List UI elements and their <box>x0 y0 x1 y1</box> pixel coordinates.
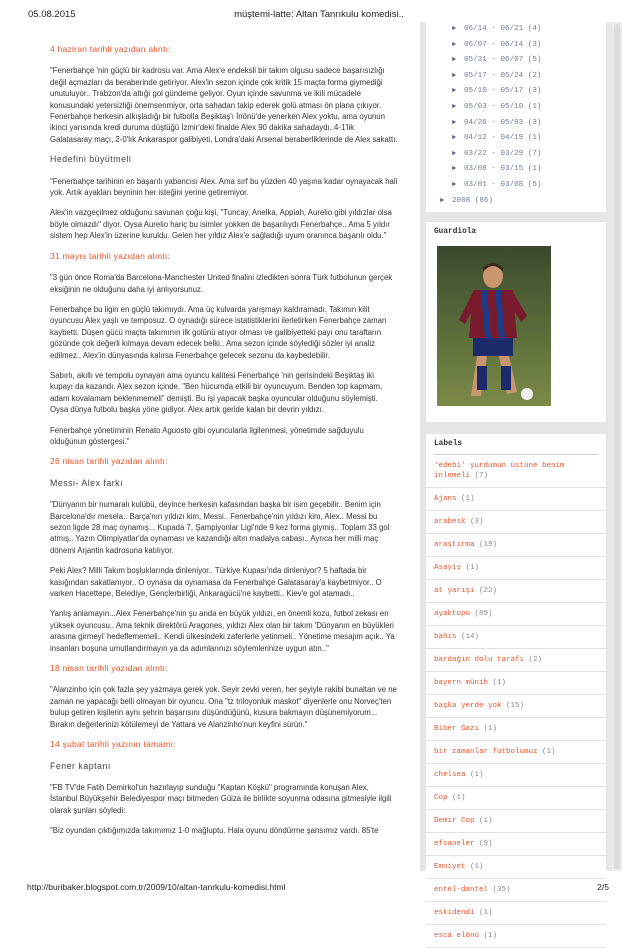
print-header <box>0 0 638 22</box>
paragraph: Yanlış anlamayın...Alex Fenerbahçe'nin şu anda en büyük yıldızı, en önemli kozu, futbol zekası en yüksek oyuncusu.. Ama teknik direktörü Aragones, yıldızı Alex olan bir takım 'Dünyanın en büyükleri arasına girmeyi' hedeflememeli.. Kendi ülkesindeki zaferlerle yetinmeli.. Yönetime mesajım açık.. Ya insanları boşuna umutlandırmayın ya da adımlarınızı söylemlerinize uygun atın.." <box>50 609 395 653</box>
label-link[interactable]: 'edebi' yurdumun üstüne benim inlemeli (7) <box>426 455 606 488</box>
triangle-right-icon: ► <box>452 25 457 33</box>
print-date: 05.08.2015 <box>28 9 76 20</box>
paragraph: "Fenerbahçe tarihinin en başarılı yabancısı Alex. Ama sırf bu yüzden 40 yaşına kadar oynayacak hali yok. Artık ayakları beyninin her isteğini yerine getiremiyor. <box>50 176 398 198</box>
paragraph: Alex'in vazgeçilmez olduğunu savunan çoğu kişi, "Tuncay, Anelka, Appiah, Aurelio gibi yıldızlar olsa böyle olmazdı" diyor. Oysa Aurelio hariç bu isimler yokken de başarılıydı Fenerbahçe.. Ama 5 yıldır sistem hep Alex'in üzerine kuruldu. Gelen her yıldız Alex'e sağladığı uyum oranınca başarılı oldu." <box>50 208 392 241</box>
paragraph: "3 gün önce Roma'da Barcelona-Manchester United finalini izledikten sonra Türk futbolunun gerçek eksiğinin ne olduğunu daha iyi anlıyorsunuz. <box>50 273 393 294</box>
archive-item[interactable]: ► 05/03 - 05/10 (1) <box>426 100 606 116</box>
label-link[interactable]: bir zamanlar futbolumuz (1) <box>426 741 606 764</box>
page-number: 2/5 <box>597 882 609 892</box>
print-title: müştemi-latte: Altan Tanrıkulu komedisi.. <box>234 9 404 20</box>
print-footer <box>0 882 638 896</box>
triangle-right-icon: ► <box>452 165 457 174</box>
triangle-right-icon: ► <box>452 40 457 49</box>
label-link[interactable]: bardağın dolu tarafı (2) <box>426 649 606 672</box>
label-link[interactable]: arabesk (3) <box>426 511 606 534</box>
section-heading: 31 mayıs tarihli yazıdan alıntı: <box>50 250 171 261</box>
post-body <box>36 33 412 871</box>
label-link[interactable]: chelsea (1) <box>426 764 606 787</box>
subheading: Messi- Alex farkı <box>50 477 124 488</box>
paragraph: Sabırlı, akıllı ve tempolu oynayan ama oyuncu kalitesi Fenerbahçe 'nin gerisindeki Beşiktaş iki kupayı da kazandı. Alex sezon içinde, "Ben hücumda etkili bir oyuncuyum. Benden top kapmam, adam kovalamam beklenmemeli" demişti. Bu işi yapacak başka oyuncular olduğunu söylemişti. Oysa dünya futbolu başka yöne gidiyor. Alex artık geride kalan bir devrin yıldızı. <box>50 370 383 415</box>
label-link[interactable]: Asayiş (1) <box>426 557 606 580</box>
archive-item[interactable]: ► 06/07 - 06/14 (3) <box>426 38 606 54</box>
label-link[interactable]: Ajans (1) <box>426 488 606 511</box>
label-link[interactable]: efsaneler (9) <box>426 833 606 856</box>
blog-archive <box>426 22 606 212</box>
triangle-right-icon: ► <box>452 102 457 111</box>
label-link[interactable]: esca elönü (1) <box>426 925 606 948</box>
archive-item[interactable]: ► 05/17 - 05/24 (2) <box>426 69 606 85</box>
archive-item[interactable]: ► 03/22 - 03/29 (7) <box>426 147 606 163</box>
label-link[interactable]: at yarışı (22) <box>426 580 606 603</box>
paragraph: "Biz oyundan çıktığımızda takımımız 1-0 mağluptu. Hala oyunu döndürme şansımız vardı. 85'te <box>50 826 379 836</box>
paragraph: "Fenerbahçe 'nin güçlü bir kadrosu var. Ama Alex'e endeksli bir takım olgusu sadece başarısızlığı değil açmazları da beraberinde getiriyor. Alex'in sezon içinde çok kritik 15 maçta forma giymediği unutuluyor.. Trabzon'da attığı gol gündeme geliyor. Oyun içinde savunma ve ikili mücadele konusundaki yetersizliği önemsenmiyor, orta sahadan takip ederek golü atması ön plana çıkıyor. Fenerbahçe herkesin alkışladığı bir futbolla Beşiktaş'ı İnönü'de yenerken Alex yoktu, ama oyunun ikinci yarısında kredi duruma düştüğü İzmir'deki finalde Alex 90 dakika sahadaydı..4-1'lik Galatasaray maçı, 2-0'lık Ankaraspor galibiyeti, Londra'daki Arsenal beraberliklerinde de Alex sakattı. <box>50 66 398 144</box>
section-heading: 4 haziran tarihli yazıdan alıntı: <box>50 44 171 54</box>
archive-item[interactable]: ► 04/26 - 05/03 (3) <box>426 116 606 132</box>
archive-item[interactable]: ► 03/01 - 03/08 (5) <box>426 178 606 194</box>
label-link[interactable]: Biber Gazı (1) <box>426 718 606 741</box>
paragraph: Fenerbahçe yönetiminin Renato Aguosto gibi oyuncularla ilgilenmesi, yönetimde sağduyulu olduğunun göstergesi." <box>50 425 364 446</box>
paragraph: Peki Alex? Milli Takım boşluklarında dinleniyor.. Türkiye Kupası'nda dinleniyor? 5 haftada bir kasığından sakatlanıyor.. O oynasa da oynamasa da Fenerbahçe Galatasaray'a kaybetmiyor.. O varken Hacettepe, Belediye, Gençlerbirliği, Ankaragücü'ne kaybetti.. Kiev'e gol atamadı.. <box>50 566 382 599</box>
archive-item[interactable]: ► 03/08 - 03/15 (1) <box>426 162 606 178</box>
label-link[interactable]: bayern münih (1) <box>426 672 606 695</box>
archive-item[interactable]: ► 05/31 - 06/07 (5) <box>426 53 606 69</box>
subheading: Fener kaptanı <box>50 760 111 771</box>
archive-item[interactable]: ► 05/10 - 05/17 (3) <box>426 84 606 100</box>
label-link[interactable]: eskidendi (1) <box>426 902 606 925</box>
paragraph: "Dünyanın bir numaralı kulübü, deyince herkesin kafasından başka bir isim geçebilir.. Benim için Barcelona'dır mesela.. Barça'nın yıldızı kim, Messi.. Fenerbahçe'nin yıldızı kim, Alex.. Messi bu sezon ligde 28 maç oynamış... Kupada 7, Şampiyonlar Ligi'nde 9 kez forma giymiş.. Toplam 33 gol atmış.. Yazın Olimpiyatlar'da oynaması ve kazandığı altın madalya cabası.. Ayrıca her milli maç dönemi Arjantin kadrosuna katılıyor. <box>50 500 390 555</box>
triangle-right-icon: ► <box>452 180 457 189</box>
label-link[interactable]: ayaktopu (89) <box>426 603 606 626</box>
triangle-right-icon: ► <box>440 196 445 205</box>
section-heading: 26 nisan tarihli yazıdan alıntı: <box>50 456 168 467</box>
subheading: Hedefini büyütmeli <box>50 154 132 165</box>
label-link[interactable]: bahis (14) <box>426 626 606 649</box>
scrollbar-thumb[interactable] <box>614 24 620 869</box>
label-link[interactable]: Emniyet (1) <box>426 856 606 879</box>
label-link[interactable]: araştırma (19) <box>426 534 606 557</box>
paragraph: Fenerbahçe bu ligin en güçlü takımıydı. Ama üç kulvarda yarışmayı kaldıramadı. Takımın kilit oyuncusu Alex yaşlı ve temposuz. O oynadığı sürece istatistiklerini ilerletirken Fenerbahçe zaman kaybetti. Düşen gücü maçta takımının ilk golünü atıyor olması ve galibiyetteki payı onu taraftarın gözünde çok değerli kılmaya devam edecek belki.. Ama sezon içinde söylediği sözler iyi analiz edilmez.. Alex'in dünyasında kalırsa Fenerbahçe gelecek sezonu da kaybedebilir. <box>50 304 387 360</box>
triangle-right-icon: ► <box>452 149 457 158</box>
archive-year[interactable]: ► 2008 (86) <box>426 194 606 210</box>
triangle-right-icon: ► <box>452 56 457 65</box>
archive-item[interactable]: ► 04/12 - 04/19 (1) <box>426 131 606 147</box>
section-heading: 14 şubat tarihli yazının tamamı: <box>50 739 176 750</box>
widget-title: Guardiola <box>434 228 477 236</box>
triangle-right-icon: ► <box>452 118 457 127</box>
label-link[interactable]: başka yerde yok (15) <box>426 695 606 718</box>
paragraph: "Alanzinho için çok fazla şey yazmaya gerek yok. Seyir zevki veren, her şeyiyle rakibi bunaltan ve ne zaman ne yapacağı belli olmayan bir oyuncu. Ona "tz triloyonluk maskot" diyenlerle onu Norveç'ten bulup getiren kişilerin aynı şehrin başarısını düşündüğünü, kusura bakmayın düşünemiyorum... Bırakın değerlerinizi kötülemeyi de Yattara ve Alanzinho'nun keyfini sürün." <box>50 685 397 729</box>
label-link[interactable]: entel-dantel (35) <box>426 879 606 902</box>
paragraph: "FB TV'de Fatih Demirkol'un hazırlayıp sunduğu "Kaptan Köşkü" programında konuşan Alex, İstanbul Büyükşehir Belediyespor maçı bitmeden Güiza ile birlikte soyunma odasına gitmesiyle ilgili olarak şunları söyledi: <box>50 782 392 815</box>
scrollbar[interactable] <box>612 22 622 871</box>
triangle-right-icon: ► <box>452 87 457 96</box>
section-heading: 18 nisan tarihli yazıdan alıntı: <box>50 663 168 674</box>
triangle-right-icon: ► <box>452 134 457 143</box>
triangle-right-icon: ► <box>452 71 457 80</box>
guardiola-photo <box>437 246 551 406</box>
label-link[interactable]: Demir Cop (1) <box>426 810 606 833</box>
label-link[interactable]: Cop (1) <box>426 787 606 810</box>
archive-item[interactable]: ► 06/14 - 06/21 (4) <box>426 22 606 38</box>
page-url: http://buribaker.blogspot.com.tr/2009/10/altan-tanrkulu-komedisi.html <box>27 882 286 892</box>
widget-title: Labels <box>434 440 463 448</box>
guardiola-widget <box>426 222 606 422</box>
